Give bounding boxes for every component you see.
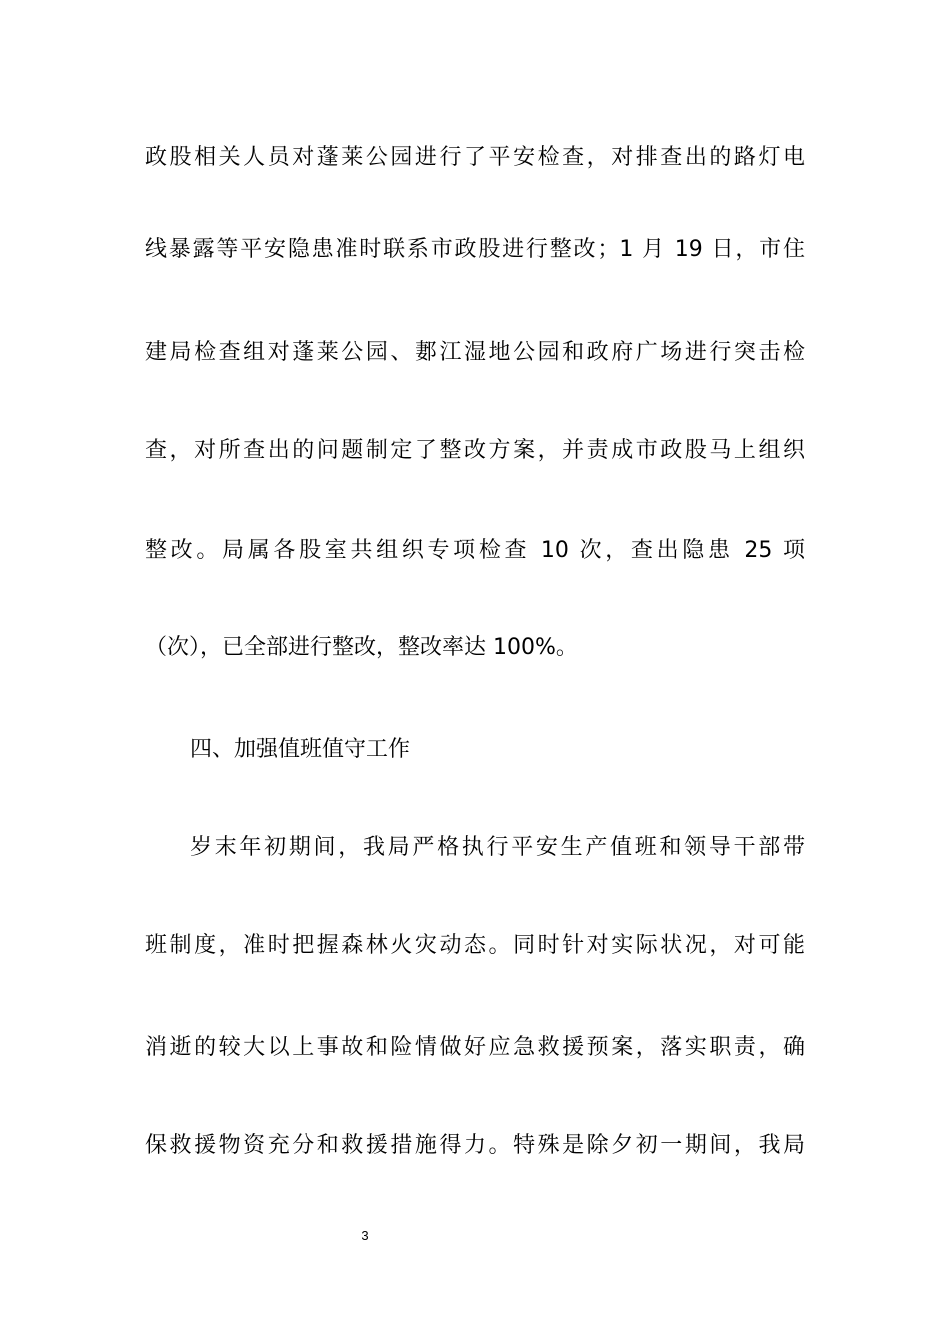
section-heading: 四、加强值班值守工作: [190, 737, 411, 762]
paragraph-line-4: 查，对所查出的问题制定了整改方案，并责成市政股马上组织: [145, 438, 805, 463]
paragraph2-line-4: 保救援物资充分和救援措施得力。特殊是除夕初一期间，我局: [145, 1133, 805, 1158]
paragraph-line-5: 整改。局属各股室共组织专项检查 10 次，查出隐患 25 项: [145, 538, 805, 563]
paragraph-line-1: 政股相关人员对蓬莱公园进行了平安检查，对排查出的路灯电: [145, 145, 805, 170]
paragraph2-line-2: 班制度，准时把握森林火灾动态。同时针对实际状况，对可能: [145, 933, 805, 958]
paragraph-line-6: （次），已全部进行整改，整改率达 100%。: [145, 635, 578, 660]
paragraph2-line-3: 消逝的较大以上事故和险情做好应急救援预案，落实职责，确: [145, 1035, 805, 1060]
paragraph-line-2: 线暴露等平安隐患准时联系市政股进行整改；1 月 19 日，市住: [145, 237, 805, 262]
paragraph-line-3: 建局检查组对蓬莱公园、郪江湿地公园和政府广场进行突击检: [145, 340, 805, 365]
page-number: 3: [361, 1228, 369, 1243]
paragraph2-line-1: 岁末年初期间，我局严格执行平安生产值班和领导干部带: [190, 835, 805, 860]
